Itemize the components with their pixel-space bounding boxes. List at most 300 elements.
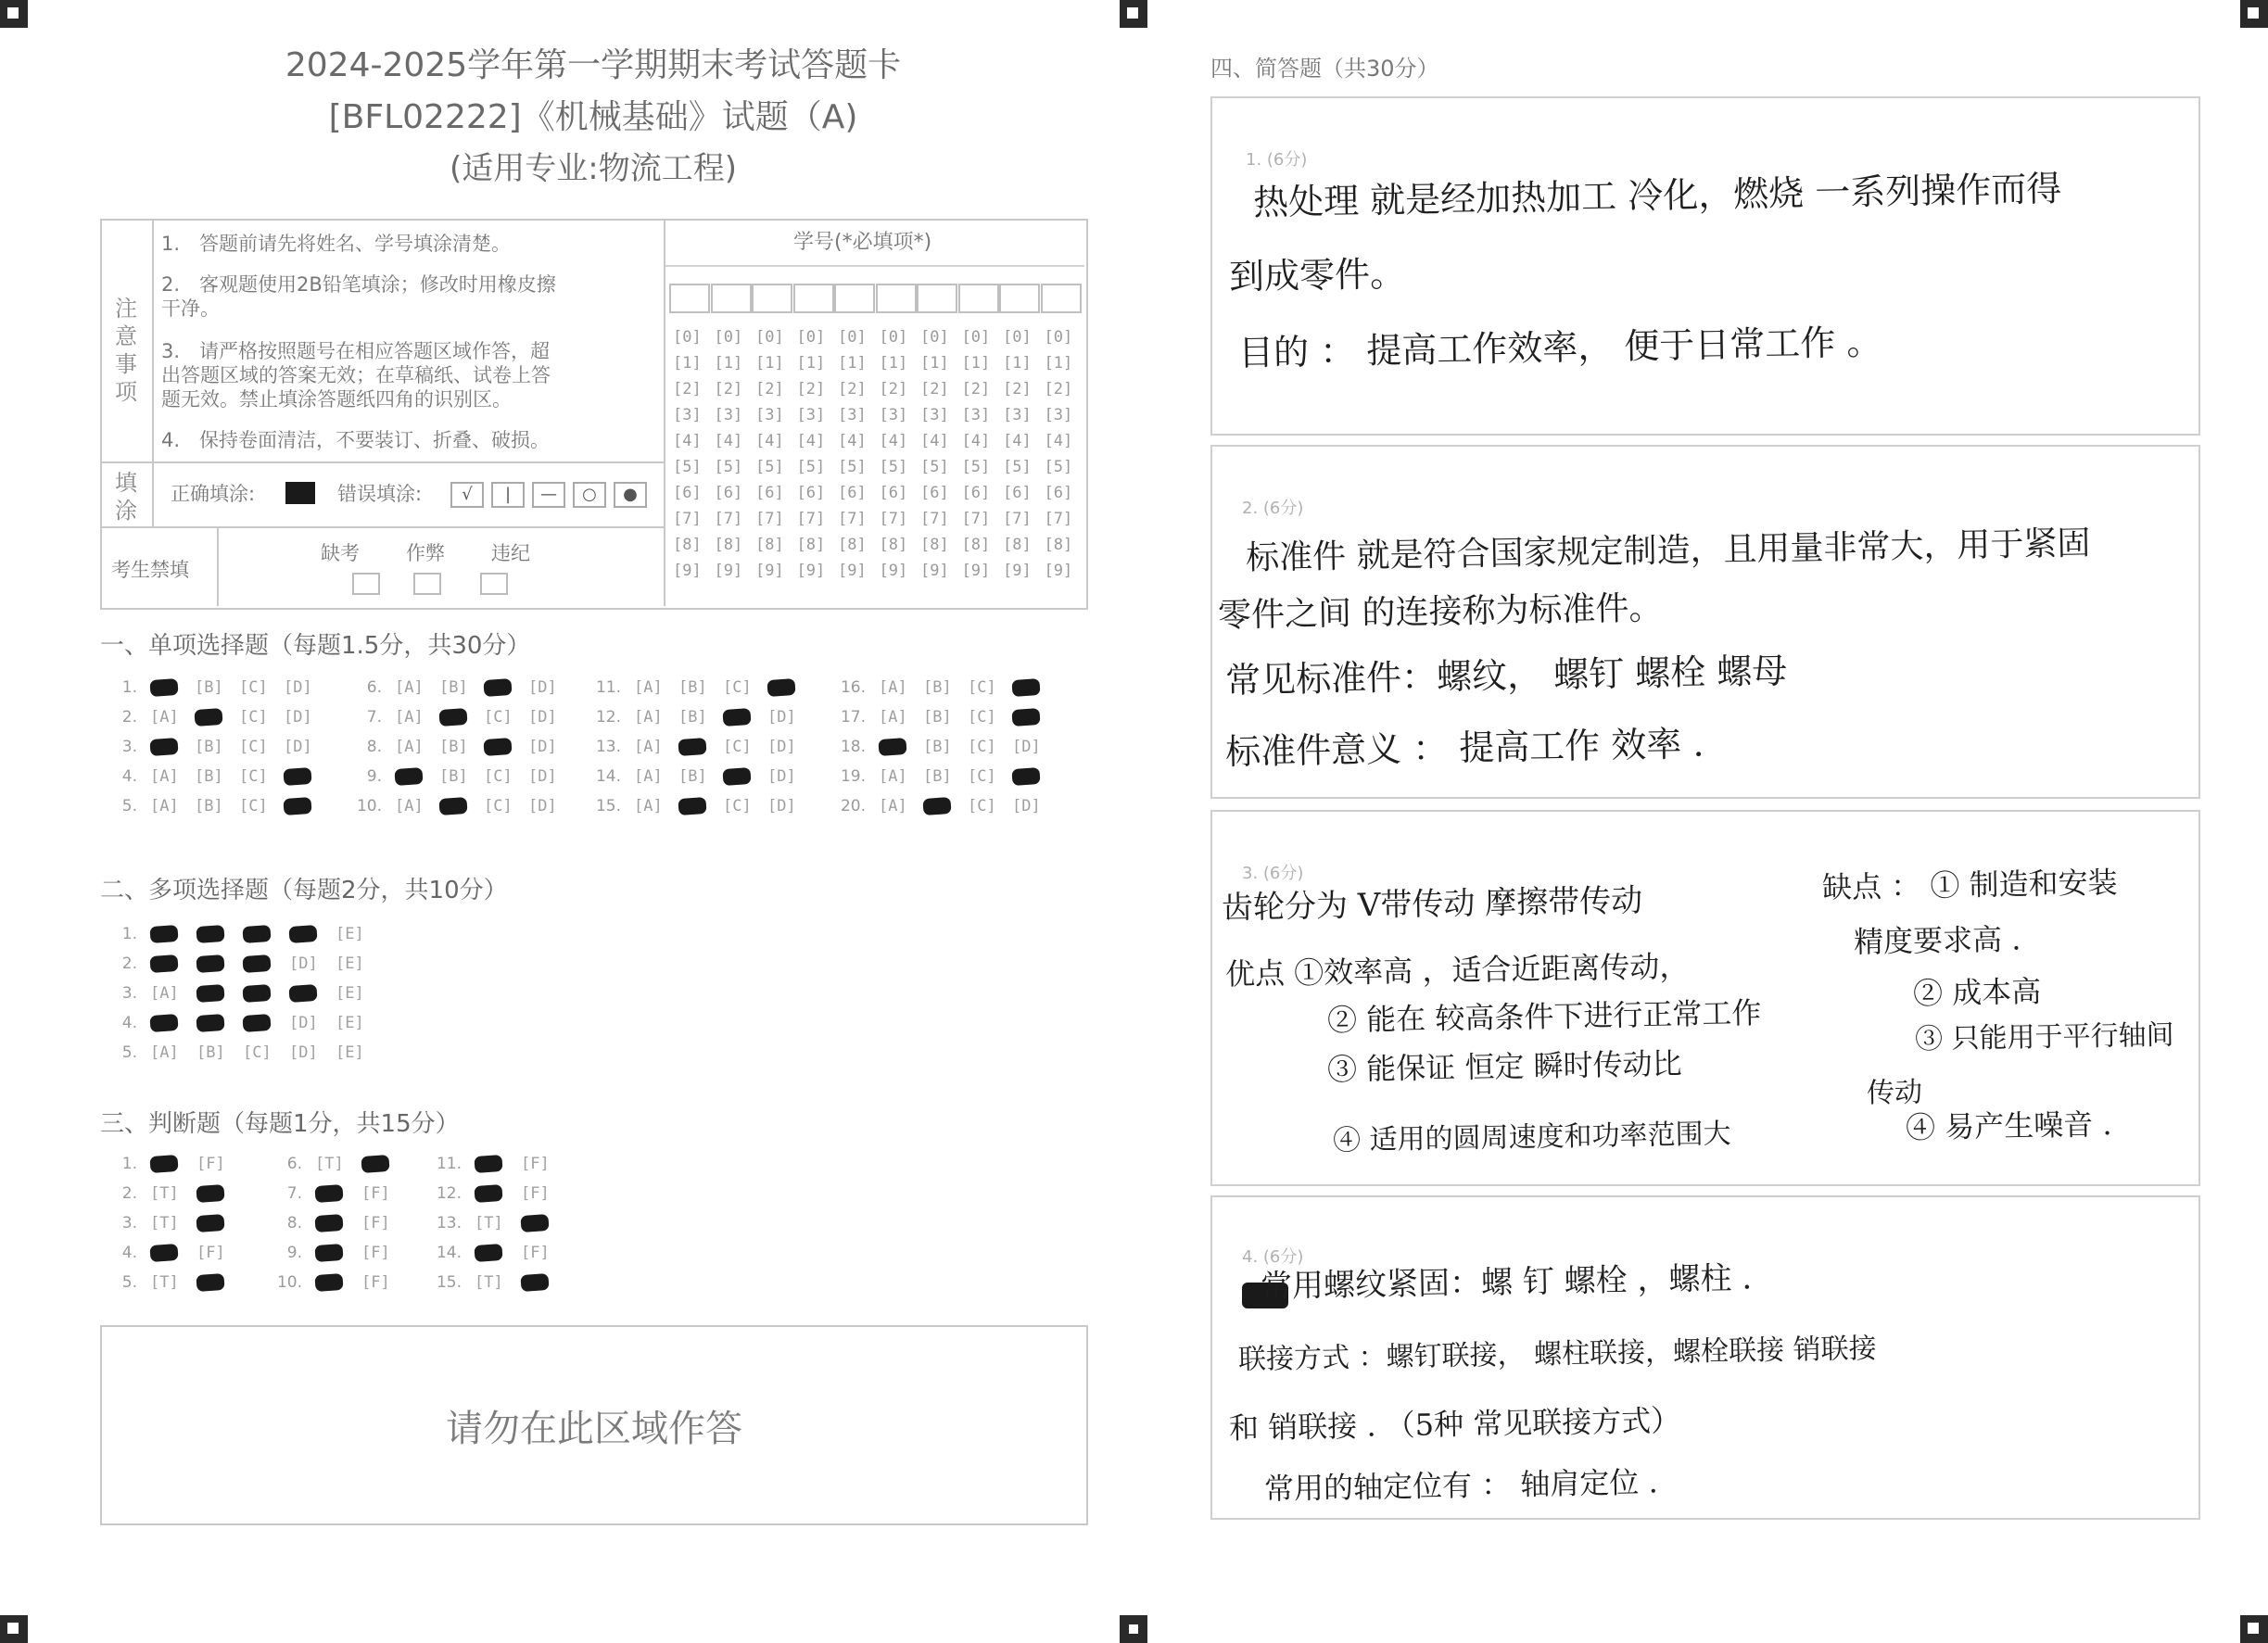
- option-bubble[interactable]: [T]: [315, 1155, 344, 1173]
- registration-mark-top-right: [2240, 0, 2268, 28]
- q2-line-1: 标准件 就是符合国家规定制造，且用量非常大，用于紧固: [1245, 524, 2091, 577]
- registration-mark-bottom-right: [2240, 1615, 2268, 1643]
- option-bubble[interactable]: [C]: [723, 678, 752, 697]
- question-number: 12.: [436, 1184, 462, 1203]
- option-bubble[interactable]: [B]: [195, 767, 223, 786]
- filled-bubble[interactable]: [288, 925, 317, 943]
- student-id-bubble[interactable]: [3]: [714, 406, 743, 424]
- notice-item-2: 2. 客观题使用2B铅笔填涂；修改时用橡皮擦: [161, 273, 556, 296]
- student-id-bubble[interactable]: [5]: [879, 458, 908, 476]
- filled-bubble[interactable]: [878, 738, 906, 756]
- student-id-bubble[interactable]: [5]: [673, 458, 702, 476]
- option-bubble[interactable]: [F]: [361, 1273, 390, 1292]
- student-id-bubble[interactable]: [5]: [1044, 458, 1073, 476]
- option-bubble[interactable]: [C]: [239, 708, 268, 727]
- filled-bubble[interactable]: [283, 767, 311, 786]
- student-id-bubble[interactable]: [3]: [1003, 406, 1032, 424]
- student-id-bubble[interactable]: [9]: [1044, 562, 1073, 580]
- student-id-bubble[interactable]: [4]: [879, 432, 908, 450]
- student-id-bubble[interactable]: [9]: [673, 562, 702, 580]
- option-bubble[interactable]: [B]: [195, 678, 223, 697]
- student-id-bubble[interactable]: [5]: [796, 458, 826, 476]
- section1-title: 一、单项选择题（每题1.5分，共30分）: [100, 632, 531, 660]
- student-id-bubble[interactable]: [8]: [920, 536, 949, 554]
- student-id-bubble[interactable]: [1]: [961, 354, 991, 373]
- option-bubble[interactable]: [D]: [767, 767, 796, 786]
- option-bubble[interactable]: [A]: [395, 678, 424, 697]
- student-id-bubble[interactable]: [4]: [714, 432, 743, 450]
- student-id-bubble[interactable]: [3]: [838, 406, 867, 424]
- student-id-bubble[interactable]: [2]: [838, 380, 867, 398]
- filled-bubble[interactable]: [1011, 708, 1040, 727]
- notice-divider-h2: [100, 526, 665, 528]
- filled-bubble[interactable]: [314, 1273, 343, 1292]
- option-bubble[interactable]: [C]: [484, 708, 513, 727]
- option-bubble[interactable]: [D]: [1012, 738, 1041, 756]
- option-bubble[interactable]: [F]: [196, 1155, 225, 1173]
- student-id-bubble[interactable]: [3]: [920, 406, 949, 424]
- student-id-digit-box[interactable]: [669, 284, 710, 313]
- option-bubble[interactable]: [B]: [195, 738, 223, 756]
- q3-right-line-1: 缺点 ： ① 制造和安装: [1821, 865, 2118, 905]
- option-bubble[interactable]: [C]: [484, 767, 513, 786]
- filled-bubble[interactable]: [149, 678, 178, 697]
- question-number: 14.: [436, 1244, 462, 1262]
- student-id-bubble[interactable]: [8]: [796, 536, 826, 554]
- student-id-bubble[interactable]: [3]: [755, 406, 784, 424]
- question-number: 7.: [286, 1184, 302, 1203]
- q2-score: 2. (6分): [1242, 499, 1304, 518]
- option-bubble[interactable]: [D]: [284, 678, 312, 697]
- option-bubble[interactable]: [A]: [879, 708, 907, 727]
- filled-bubble[interactable]: [474, 1184, 502, 1203]
- student-id-digit-box[interactable]: [999, 284, 1040, 313]
- absent-label: 缺考: [321, 542, 360, 564]
- q4-line-4: 常用的轴定位有 ： 轴肩定位 .: [1263, 1464, 1659, 1507]
- filled-bubble[interactable]: [242, 984, 271, 1003]
- filled-bubble[interactable]: [361, 1155, 389, 1173]
- student-id-bubble[interactable]: [2]: [961, 380, 991, 398]
- q3-left-line-2: 优点 ①效率高 ，适合近距离传动，: [1224, 948, 1690, 992]
- filled-bubble[interactable]: [314, 1214, 343, 1232]
- student-id-bubble[interactable]: [0]: [1044, 328, 1073, 347]
- question-number: 1.: [121, 678, 137, 697]
- option-bubble[interactable]: [D]: [289, 954, 318, 973]
- student-id-bubble[interactable]: [2]: [755, 380, 784, 398]
- wrong-fill-sample: ●: [614, 482, 647, 508]
- student-id-bubble[interactable]: [2]: [920, 380, 949, 398]
- option-bubble[interactable]: [E]: [336, 925, 364, 943]
- student-id-bubble[interactable]: [4]: [755, 432, 784, 450]
- student-id-bubble[interactable]: [1]: [1044, 354, 1073, 373]
- wrong-fill-sample: ○: [573, 482, 606, 508]
- student-id-digit-box[interactable]: [793, 284, 834, 313]
- student-id-bubble[interactable]: [3]: [1044, 406, 1073, 424]
- option-bubble[interactable]: [A]: [634, 767, 663, 786]
- student-id-bubble[interactable]: [9]: [714, 562, 743, 580]
- student-id-bubble[interactable]: [6]: [838, 484, 867, 502]
- option-bubble[interactable]: [B]: [678, 678, 707, 697]
- student-id-bubble[interactable]: [7]: [755, 510, 784, 528]
- filled-bubble[interactable]: [196, 1184, 224, 1203]
- option-bubble[interactable]: [A]: [634, 797, 663, 815]
- student-id-bubble[interactable]: [6]: [879, 484, 908, 502]
- filled-bubble[interactable]: [722, 767, 751, 786]
- violation-checkbox[interactable]: [480, 573, 508, 595]
- option-bubble[interactable]: [T]: [475, 1273, 503, 1292]
- option-bubble[interactable]: [D]: [528, 797, 557, 815]
- student-id-bubble[interactable]: [5]: [755, 458, 784, 476]
- option-bubble[interactable]: [F]: [521, 1244, 550, 1262]
- student-id-bubble[interactable]: [8]: [755, 536, 784, 554]
- student-id-bubble[interactable]: [6]: [714, 484, 743, 502]
- section3-title: 三、判断题（每题1分，共15分）: [100, 1110, 460, 1138]
- option-bubble[interactable]: [D]: [767, 797, 796, 815]
- option-bubble[interactable]: [C]: [239, 767, 268, 786]
- filled-bubble[interactable]: [922, 797, 951, 815]
- option-bubble[interactable]: [A]: [879, 678, 907, 697]
- student-id-bubble[interactable]: [1]: [796, 354, 826, 373]
- q3-left-line-5: ④ 适用的圆周速度和功率范围大: [1332, 1118, 1731, 1157]
- student-id-bubble[interactable]: [9]: [755, 562, 784, 580]
- student-id-bubble[interactable]: [4]: [920, 432, 949, 450]
- filled-bubble[interactable]: [149, 1244, 178, 1262]
- option-bubble[interactable]: [C]: [239, 738, 268, 756]
- notice-divider-v2: [664, 219, 665, 606]
- student-id-bubble[interactable]: [4]: [1044, 432, 1073, 450]
- filled-bubble[interactable]: [283, 797, 311, 815]
- student-id-bubble[interactable]: [0]: [714, 328, 743, 347]
- student-id-bubble[interactable]: [3]: [796, 406, 826, 424]
- option-bubble[interactable]: [B]: [196, 1043, 225, 1062]
- q1-line-3: 目的 ： 提高工作效率， 便于日常工作 。: [1237, 321, 1882, 374]
- student-id-bubble[interactable]: [3]: [673, 406, 702, 424]
- filled-bubble[interactable]: [1011, 767, 1040, 786]
- exam-status-divider: [217, 526, 219, 606]
- question-number: 18.: [840, 738, 866, 756]
- student-id-bubble[interactable]: [9]: [796, 562, 826, 580]
- filled-bubble[interactable]: [196, 984, 224, 1003]
- option-bubble[interactable]: [E]: [336, 1014, 364, 1032]
- student-id-digit-box[interactable]: [958, 284, 999, 313]
- filled-bubble[interactable]: [394, 767, 423, 786]
- option-bubble[interactable]: [A]: [879, 797, 907, 815]
- option-bubble[interactable]: [E]: [336, 1043, 364, 1062]
- filled-bubble[interactable]: [242, 954, 271, 973]
- option-bubble[interactable]: [A]: [634, 708, 663, 727]
- option-bubble[interactable]: [F]: [361, 1244, 390, 1262]
- notice-divider-h1: [100, 461, 665, 463]
- student-id-bubble[interactable]: [4]: [961, 432, 991, 450]
- option-bubble[interactable]: [C]: [968, 678, 996, 697]
- student-id-bubble[interactable]: [5]: [714, 458, 743, 476]
- student-id-bubble[interactable]: [7]: [879, 510, 908, 528]
- student-id-bubble[interactable]: [7]: [1003, 510, 1032, 528]
- option-bubble[interactable]: [D]: [284, 738, 312, 756]
- option-bubble[interactable]: [T]: [150, 1214, 179, 1232]
- violation-label: 违纪: [491, 542, 530, 564]
- student-id-bubble[interactable]: [2]: [796, 380, 826, 398]
- wrong-fill-sample: |: [491, 482, 525, 508]
- student-id-bubble[interactable]: [5]: [920, 458, 949, 476]
- filled-bubble[interactable]: [149, 1014, 178, 1032]
- student-id-digit-box[interactable]: [711, 284, 752, 313]
- cheating-checkbox[interactable]: [413, 573, 441, 595]
- student-id-bubble[interactable]: [0]: [838, 328, 867, 347]
- option-bubble[interactable]: [B]: [923, 708, 952, 727]
- option-bubble[interactable]: [D]: [528, 678, 557, 697]
- option-bubble[interactable]: [C]: [239, 678, 268, 697]
- q3-right-line-5: 传动: [1866, 1076, 1923, 1110]
- student-id-bubble[interactable]: [0]: [920, 328, 949, 347]
- option-bubble[interactable]: [F]: [521, 1155, 550, 1173]
- option-bubble[interactable]: [B]: [439, 738, 468, 756]
- student-id-bubble[interactable]: [5]: [838, 458, 867, 476]
- option-bubble[interactable]: [F]: [361, 1214, 390, 1232]
- student-id-digit-box[interactable]: [1041, 284, 1082, 313]
- student-id-digit-box[interactable]: [876, 284, 917, 313]
- option-bubble[interactable]: [C]: [968, 738, 996, 756]
- cheating-label: 作弊: [406, 542, 445, 564]
- student-id-bubble[interactable]: [1]: [755, 354, 784, 373]
- question-number: 15.: [436, 1273, 462, 1292]
- student-id-bubble[interactable]: [9]: [961, 562, 991, 580]
- option-bubble[interactable]: [F]: [521, 1184, 550, 1203]
- q3-right-line-2: 精度要求高 .: [1853, 921, 2021, 960]
- option-bubble[interactable]: [B]: [195, 797, 223, 815]
- filled-bubble[interactable]: [678, 797, 706, 815]
- student-id-bubble[interactable]: [7]: [673, 510, 702, 528]
- student-id-bubble[interactable]: [5]: [1003, 458, 1032, 476]
- filled-bubble[interactable]: [474, 1155, 502, 1173]
- question-number: 10.: [356, 797, 382, 815]
- student-id-bubble[interactable]: [3]: [961, 406, 991, 424]
- question-number: 15.: [595, 797, 621, 815]
- option-bubble[interactable]: [D]: [289, 1043, 318, 1062]
- student-id-bubble[interactable]: [8]: [879, 536, 908, 554]
- option-bubble[interactable]: [A]: [879, 767, 907, 786]
- student-id-bubble[interactable]: [8]: [714, 536, 743, 554]
- filled-bubble[interactable]: [520, 1214, 549, 1232]
- q3-right-line-6: ④ 易产生噪音 .: [1905, 1106, 2112, 1145]
- student-id-bubble[interactable]: [1]: [879, 354, 908, 373]
- filled-bubble[interactable]: [483, 678, 512, 697]
- student-id-bubble[interactable]: [6]: [755, 484, 784, 502]
- question-number: 6.: [286, 1155, 302, 1173]
- filled-bubble[interactable]: [196, 1014, 224, 1032]
- student-id-bubble[interactable]: [9]: [838, 562, 867, 580]
- option-bubble[interactable]: [F]: [196, 1244, 225, 1262]
- student-id-bubble[interactable]: [6]: [961, 484, 991, 502]
- student-id-bubble[interactable]: [1]: [920, 354, 949, 373]
- filled-bubble[interactable]: [242, 925, 271, 943]
- option-bubble[interactable]: [C]: [723, 738, 752, 756]
- filled-bubble[interactable]: [149, 954, 178, 973]
- student-id-bubble[interactable]: [9]: [920, 562, 949, 580]
- student-id-bubble[interactable]: [8]: [961, 536, 991, 554]
- option-bubble[interactable]: [C]: [484, 797, 513, 815]
- option-bubble[interactable]: [C]: [968, 797, 996, 815]
- filled-bubble[interactable]: [438, 708, 467, 727]
- question-number: 2.: [121, 708, 137, 727]
- option-bubble[interactable]: [B]: [923, 738, 952, 756]
- student-id-bubble[interactable]: [6]: [1044, 484, 1073, 502]
- filled-bubble[interactable]: [149, 738, 178, 756]
- absent-checkbox[interactable]: [352, 573, 380, 595]
- student-id-bubble[interactable]: [0]: [961, 328, 991, 347]
- option-bubble[interactable]: [F]: [361, 1184, 390, 1203]
- question-number: 9.: [286, 1244, 302, 1262]
- option-bubble[interactable]: [A]: [150, 797, 179, 815]
- student-id-bubble[interactable]: [0]: [673, 328, 702, 347]
- filled-bubble[interactable]: [483, 738, 512, 756]
- student-id-bubble[interactable]: [7]: [961, 510, 991, 528]
- option-bubble[interactable]: [T]: [475, 1214, 503, 1232]
- student-id-bubble[interactable]: [0]: [1003, 328, 1032, 347]
- student-id-bubble[interactable]: [7]: [1044, 510, 1073, 528]
- option-bubble[interactable]: [A]: [395, 708, 424, 727]
- filled-bubble[interactable]: [722, 708, 751, 727]
- question-number: 4.: [121, 767, 137, 786]
- student-id-bubble[interactable]: [1]: [1003, 354, 1032, 373]
- student-id-digit-box[interactable]: [834, 284, 875, 313]
- filled-bubble[interactable]: [149, 1155, 178, 1173]
- filled-bubble[interactable]: [288, 984, 317, 1003]
- q3-score: 3. (6分): [1242, 864, 1304, 883]
- student-id-digit-box[interactable]: [917, 284, 957, 313]
- option-bubble[interactable]: [D]: [289, 1014, 318, 1032]
- student-id-bubble[interactable]: [4]: [1003, 432, 1032, 450]
- student-id-bubble[interactable]: [7]: [714, 510, 743, 528]
- option-bubble[interactable]: [B]: [439, 678, 468, 697]
- option-bubble[interactable]: [E]: [336, 984, 364, 1003]
- student-id-bubble[interactable]: [0]: [879, 328, 908, 347]
- student-id-bubble[interactable]: [7]: [796, 510, 826, 528]
- option-bubble[interactable]: [A]: [634, 678, 663, 697]
- option-bubble[interactable]: [C]: [239, 797, 268, 815]
- student-id-bubble[interactable]: [4]: [796, 432, 826, 450]
- question-number: 8.: [286, 1214, 302, 1232]
- option-bubble[interactable]: [B]: [923, 678, 952, 697]
- student-id-bubble[interactable]: [2]: [1003, 380, 1032, 398]
- q1-score: 1. (6分): [1246, 150, 1308, 170]
- student-id-bubble[interactable]: [6]: [1003, 484, 1032, 502]
- student-id-bubble[interactable]: [5]: [961, 458, 991, 476]
- filled-bubble[interactable]: [196, 954, 224, 973]
- option-bubble[interactable]: [A]: [395, 797, 424, 815]
- student-id-bubble[interactable]: [1]: [673, 354, 702, 373]
- student-id-bubble[interactable]: [9]: [1003, 562, 1032, 580]
- option-bubble[interactable]: [D]: [528, 708, 557, 727]
- option-bubble[interactable]: [A]: [634, 738, 663, 756]
- option-bubble[interactable]: [D]: [528, 738, 557, 756]
- option-bubble[interactable]: [D]: [767, 738, 796, 756]
- student-id-label: 学号(*必填项*): [793, 231, 932, 254]
- option-bubble[interactable]: [B]: [439, 767, 468, 786]
- registration-mark-top-middle: [1120, 0, 1147, 28]
- filled-bubble[interactable]: [149, 925, 178, 943]
- filled-bubble[interactable]: [196, 1214, 224, 1232]
- student-id-digit-box[interactable]: [752, 284, 792, 313]
- student-id-bubble[interactable]: [4]: [673, 432, 702, 450]
- filled-bubble[interactable]: [196, 1273, 224, 1292]
- student-id-bubble[interactable]: [8]: [1044, 536, 1073, 554]
- student-id-bubble[interactable]: [2]: [879, 380, 908, 398]
- filled-bubble[interactable]: [314, 1184, 343, 1203]
- option-bubble[interactable]: [E]: [336, 954, 364, 973]
- option-bubble[interactable]: [D]: [1012, 797, 1041, 815]
- student-id-bubble[interactable]: [8]: [838, 536, 867, 554]
- filled-bubble[interactable]: [242, 1014, 271, 1032]
- filled-bubble[interactable]: [438, 797, 467, 815]
- option-bubble[interactable]: [C]: [968, 767, 996, 786]
- student-id-bubble[interactable]: [2]: [1044, 380, 1073, 398]
- student-id-bubble[interactable]: [2]: [714, 380, 743, 398]
- question-number: 19.: [840, 767, 866, 786]
- student-id-bubble[interactable]: [6]: [796, 484, 826, 502]
- q4-line-1: 常用螺纹紧固：螺 钉 螺栓 ，螺柱 .: [1260, 1259, 1753, 1306]
- notice-label: 注意事项: [115, 296, 137, 405]
- student-id-bubble[interactable]: [6]: [920, 484, 949, 502]
- student-id-bubble[interactable]: [9]: [879, 562, 908, 580]
- major-line: (适用专业:物流工程): [450, 150, 737, 187]
- student-id-bubble[interactable]: [0]: [755, 328, 784, 347]
- option-bubble[interactable]: [D]: [528, 767, 557, 786]
- option-bubble[interactable]: [A]: [150, 708, 179, 727]
- option-bubble[interactable]: [C]: [723, 797, 752, 815]
- student-id-bubble[interactable]: [6]: [673, 484, 702, 502]
- course-title: [BFL02222]《机械基础》试题（A): [328, 98, 858, 136]
- student-id-bubble[interactable]: [8]: [1003, 536, 1032, 554]
- option-bubble[interactable]: [C]: [968, 708, 996, 727]
- student-id-bubble[interactable]: [1]: [838, 354, 867, 373]
- question-number: 11.: [595, 678, 621, 697]
- filled-bubble[interactable]: [767, 678, 795, 697]
- student-id-bubble[interactable]: [1]: [714, 354, 743, 373]
- student-id-bubble[interactable]: [2]: [673, 380, 702, 398]
- wrong-fill-label: 错误填涂:: [337, 483, 423, 505]
- option-bubble[interactable]: [B]: [923, 767, 952, 786]
- option-bubble[interactable]: [A]: [150, 1043, 179, 1062]
- q3-right-line-4: ③ 只能用于平行轴间: [1914, 1018, 2174, 1056]
- student-id-bubble[interactable]: [7]: [920, 510, 949, 528]
- filled-bubble[interactable]: [196, 925, 224, 943]
- option-bubble[interactable]: [T]: [150, 1273, 179, 1292]
- student-id-bubble[interactable]: [0]: [796, 328, 826, 347]
- student-id-bubble[interactable]: [8]: [673, 536, 702, 554]
- option-bubble[interactable]: [A]: [150, 984, 179, 1003]
- notice-item-1: 1. 答题前请先将姓名、学号填涂清楚。: [161, 233, 512, 255]
- option-bubble[interactable]: [A]: [395, 738, 424, 756]
- option-bubble[interactable]: [A]: [150, 767, 179, 786]
- filled-bubble[interactable]: [678, 738, 706, 756]
- student-id-bubble[interactable]: [3]: [879, 406, 908, 424]
- option-bubble[interactable]: [D]: [284, 708, 312, 727]
- option-bubble[interactable]: [C]: [243, 1043, 272, 1062]
- option-bubble[interactable]: [B]: [678, 767, 707, 786]
- filled-bubble[interactable]: [314, 1244, 343, 1262]
- student-id-bubble[interactable]: [7]: [838, 510, 867, 528]
- filled-bubble[interactable]: [520, 1273, 549, 1292]
- section2-title: 二、多项选择题（每题2分，共10分）: [100, 877, 508, 904]
- option-bubble[interactable]: [D]: [767, 708, 796, 727]
- filled-bubble[interactable]: [1011, 678, 1040, 697]
- option-bubble[interactable]: [T]: [150, 1184, 179, 1203]
- student-id-bubble[interactable]: [4]: [838, 432, 867, 450]
- option-bubble[interactable]: [B]: [678, 708, 707, 727]
- filled-bubble[interactable]: [194, 708, 222, 727]
- filled-bubble[interactable]: [474, 1244, 502, 1262]
